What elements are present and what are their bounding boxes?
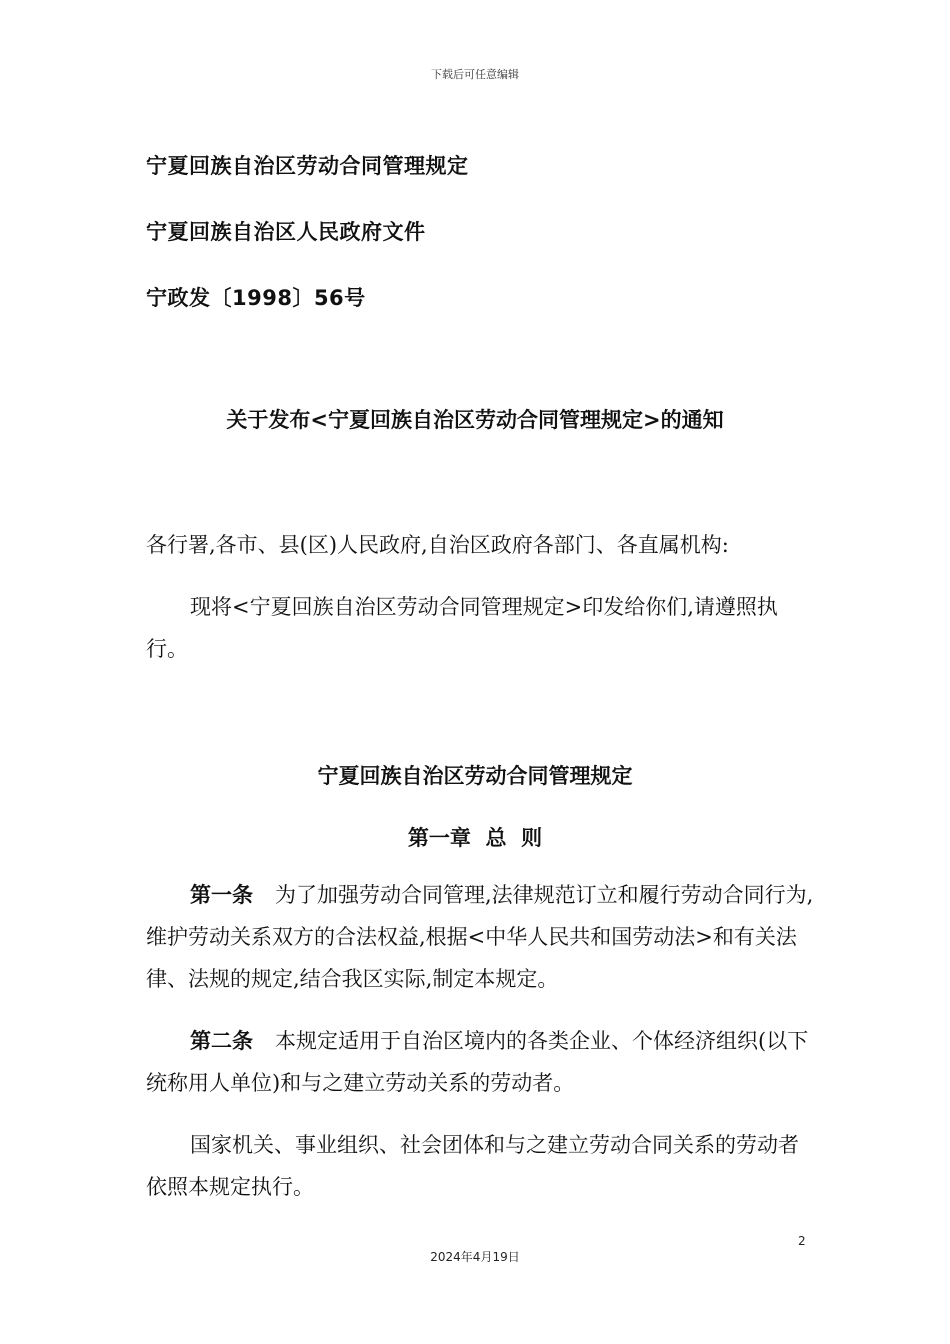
paragraph-scope-extension: 国家机关、事业组织、社会团体和与之建立劳动合同关系的劳动者依照本规定执行。 xyxy=(146,1133,799,1199)
regulation-title: 宁夏回族自治区劳动合同管理规定 xyxy=(317,764,633,788)
article-2-text: 本规定适用于自治区境内的各类企业、个体经济组织(以下统称用人单位)和与之建立劳动关系的劳动者。 xyxy=(146,1029,809,1095)
article-2 xyxy=(146,1020,816,1104)
notice-body: 现将<宁夏回族自治区劳动合同管理规定>印发给你们,请遵照执行。 xyxy=(146,595,778,661)
article-1-label: 第一条 xyxy=(190,883,253,907)
salutation: 各行署,各市、县(区)人民政府,自治区政府各部门、各直属机构: xyxy=(146,533,729,557)
chapter-title: 第一章 总 则 xyxy=(407,826,543,850)
article-2-label: 第二条 xyxy=(190,1029,253,1053)
header-note: 下载后可任意编辑 xyxy=(431,68,519,81)
issuing-authority: 宁夏回族自治区人民政府文件 xyxy=(146,220,426,244)
document-number: 宁政发〔1998〕56号 xyxy=(146,286,366,310)
article-1 xyxy=(146,874,816,1000)
notice-title: 关于发布<宁夏回族自治区劳动合同管理规定>的通知 xyxy=(226,408,724,432)
article-1-text: 为了加强劳动合同管理,法律规范订立和履行劳动合同行为,维护劳动关系双方的合法权益,根据<中华人民共和国劳动法>和有关法律、法规的规定,结合我区实际,制定本规定。 xyxy=(146,883,814,991)
document-title: 宁夏回族自治区劳动合同管理规定 xyxy=(146,154,469,178)
footer-date: 2024年4月19日 xyxy=(430,1250,520,1264)
page-number: 2 xyxy=(798,1234,806,1248)
